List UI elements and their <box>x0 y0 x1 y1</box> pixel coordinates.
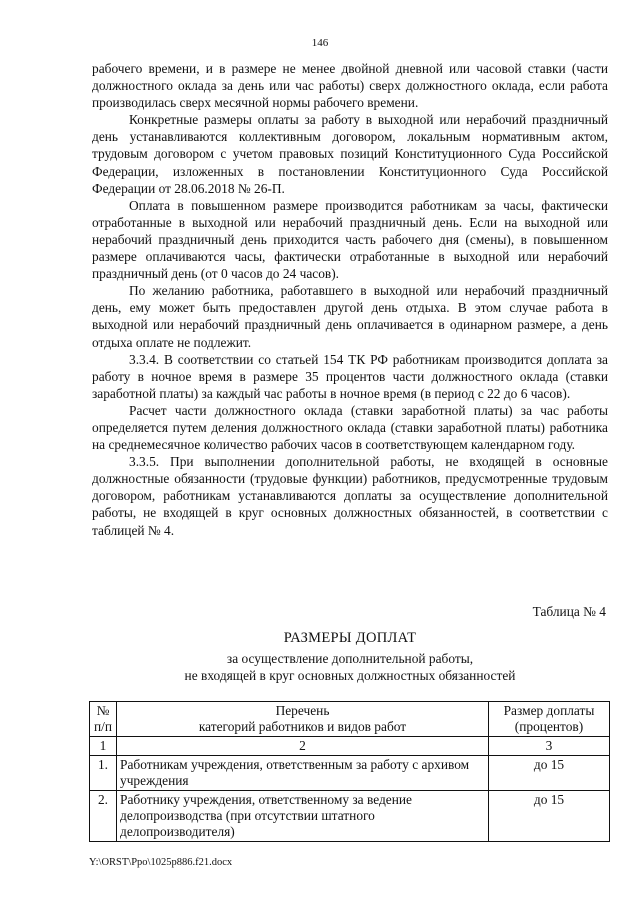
table-index-row <box>90 737 610 756</box>
table-header-row <box>90 702 610 737</box>
paragraph-2: Конкретные размеры оплаты за работу в выходной или нерабочий праздничный день устанавливаются коллективным договором, локальным нормативным актом, трудовым договором с учетом правовых позиций Конституционного Суда Российской Федерации, изложенных в постановлении Конституционного Суда Российской Федерации от 28.06.2018 № 26-П. <box>92 112 608 196</box>
header-name <box>117 702 489 737</box>
index-cell: 2 <box>117 737 489 756</box>
paragraph-4: По желанию работника, работавшего в выходной или нерабочий праздничный день, ему может быть предоставлен другой день отдыха. В этом случае работа в выходной или нерабочий праздничный день оплачивается в одинарном размере, а день отдыха оплате не подлежит. <box>92 283 608 350</box>
page-number: 146 <box>311 37 329 49</box>
footer-file-path: Y:\ORST\Ppo\1025p886.f21.docx <box>89 857 233 868</box>
table-label: Таблица № 4 <box>532 604 606 619</box>
paragraph-7: 3.3.5. При выполнении дополнительной работы, не входящей в основные должностные обязанности (трудовые функции) работников, предусмотренные трудовым договором, работникам устанавливаются доплаты за осуществление дополнительной работы, не входящей в круг основных должностных обязанностей, в соответствии с таблицей № 4. <box>92 454 608 538</box>
header-size-line-1: Размер доплаты <box>503 703 595 718</box>
paragraph-6: Расчет части должностного оклада (ставки заработной платы) за час работы определяется путем деления должностного оклада (ставки заработной платы) работника на среднемесячное количество рабочих часов в соответствующем календарном году. <box>92 402 608 453</box>
body-text <box>92 60 608 539</box>
row-name: Работнику учреждения, ответственному за ведение делопроизводства (при отсутствии штатного делопроизводителя) <box>117 791 489 842</box>
row-num: 2. <box>90 791 117 842</box>
row-name: Работникам учреждения, ответственным за работу с архивом учреждения <box>117 756 489 791</box>
header-size <box>489 702 610 737</box>
row-num: 1. <box>90 756 117 791</box>
header-num-line-2: п/п <box>93 719 113 734</box>
header-name-line-1: Перечень <box>275 703 330 718</box>
header-size-line-2: (процентов) <box>514 719 584 734</box>
table-row <box>90 756 610 791</box>
index-cell: 1 <box>90 737 117 756</box>
header-num <box>90 702 117 737</box>
heading-line-1: за осуществление дополнительной работы, <box>226 651 474 666</box>
heading-title: РАЗМЕРЫ ДОПЛАТ <box>283 630 417 646</box>
row-size: до 15 <box>489 791 610 842</box>
table-heading <box>92 630 608 684</box>
table-row <box>90 791 610 842</box>
header-num-line-1: № <box>96 703 110 718</box>
paragraph-3: Оплата в повышенном размере производится работникам за часы, фактически отработанные в выходной или нерабочий праздничный день. Если на выходной или нерабочий праздничный день приходится часть рабочего дня (смены), в повышенном размере оплачиваются часы, фактически отработанные в выходной или нерабочий праздничный день (от 0 часов до 24 часов). <box>92 197 608 282</box>
row-size: до 15 <box>489 756 610 791</box>
paragraph-1: рабочего времени, и в размере не менее двойной дневной или часовой ставки (части должностного оклада за день или час работы) сверх должностного оклада, если работа производилась сверх месячной нормы рабочего времени. <box>92 61 608 111</box>
paragraph-5: 3.3.4. В соответствии со статьей 154 ТК РФ работникам производится доплата за работу в ночное время в размере 35 процентов части должностного оклада (ставки заработной платы) за каждый час работы в ночное время (в период с 22 до 6 часов). <box>92 351 608 401</box>
heading-line-2: не входящей в круг основных должностных обязанностей <box>184 668 516 683</box>
header-name-line-2: категорий работников и видов работ <box>198 719 407 734</box>
surcharge-table <box>89 701 610 842</box>
index-cell: 3 <box>489 737 610 756</box>
